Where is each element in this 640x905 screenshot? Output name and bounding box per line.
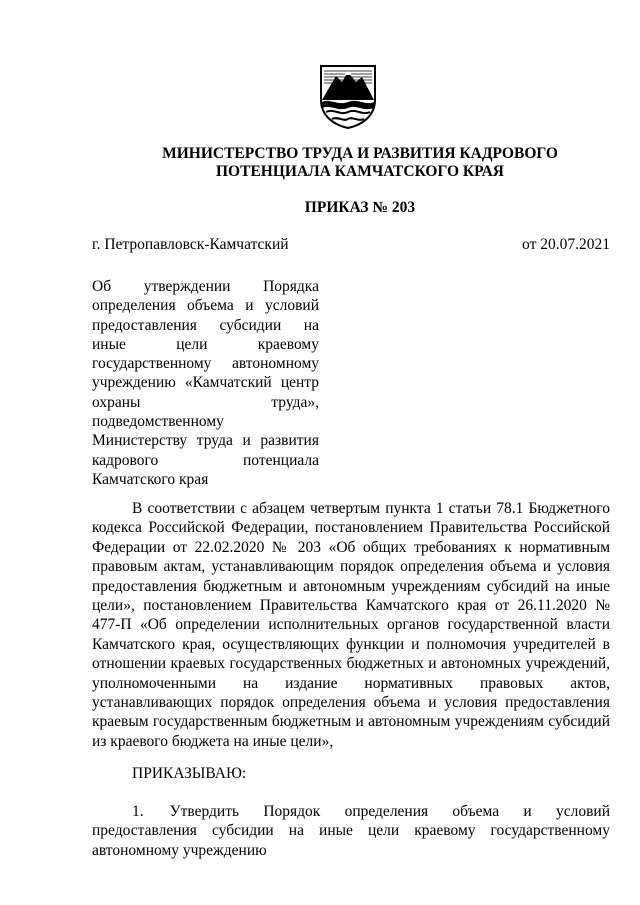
- coat-of-arms-icon: [318, 62, 378, 130]
- order-word: ПРИКАЗЫВАЮ:: [132, 765, 247, 782]
- order-item-1-number: 1.: [132, 803, 144, 820]
- order-item-1-text: Утвердить Порядок определения объема и условий предоставления субсидии на иные цели краевому государственному автономному учреждению: [92, 803, 610, 859]
- order-date: от 20.07.2021: [522, 236, 610, 253]
- order-title: ПРИКАЗ № 203: [304, 199, 416, 216]
- order-subject: Об утверждении Порядка определения объема и условий предоставления субсидии на иные цели краевому государственному автономному учреждению «Камчатский центр охраны труда», подведомственному Министерству труда и развития кадрового потенциала Камчатского края: [92, 278, 319, 488]
- city: г. Петропавловск-Камчатский: [92, 236, 289, 253]
- preamble-paragraph: В соответствии с абзацем четвертым пункта 1 статьи 78.1 Бюджетного кодекса Российской Федерации, постановлением Правительства Российской Федерации от 22.02.2020 № 203 «Об общих требованиях к нормативным правовым актам, устанавливающим порядок определения объема и условия предоставления бюджетным и автономным учреждениям субсидий на иные цели», постановлением Правительства Камчатского края от 26.11.2020 № 477-П «Об определении исполнительных органов государственной власти Камчатского края, осуществляющих функции и полномочия учредителей в отношении краевых государственных бюджетных и автономных учреждений, уполномоченными на издание нормативных правовых актов, устанавливающих порядок определения объема и условия предоставления краевым государственным бюджетным и автономным учреждениям субсидий из краевого бюджета на иные цели»,: [92, 500, 610, 750]
- ministry-title-line1: МИНИСТЕРСТВО ТРУДА И РАЗВИТИЯ КАДРОВОГО: [162, 145, 558, 162]
- order-item-1: [92, 802, 610, 860]
- ministry-title-line2: ПОТЕНЦИАЛА КАМЧАТСКОГО КРАЯ: [216, 163, 504, 180]
